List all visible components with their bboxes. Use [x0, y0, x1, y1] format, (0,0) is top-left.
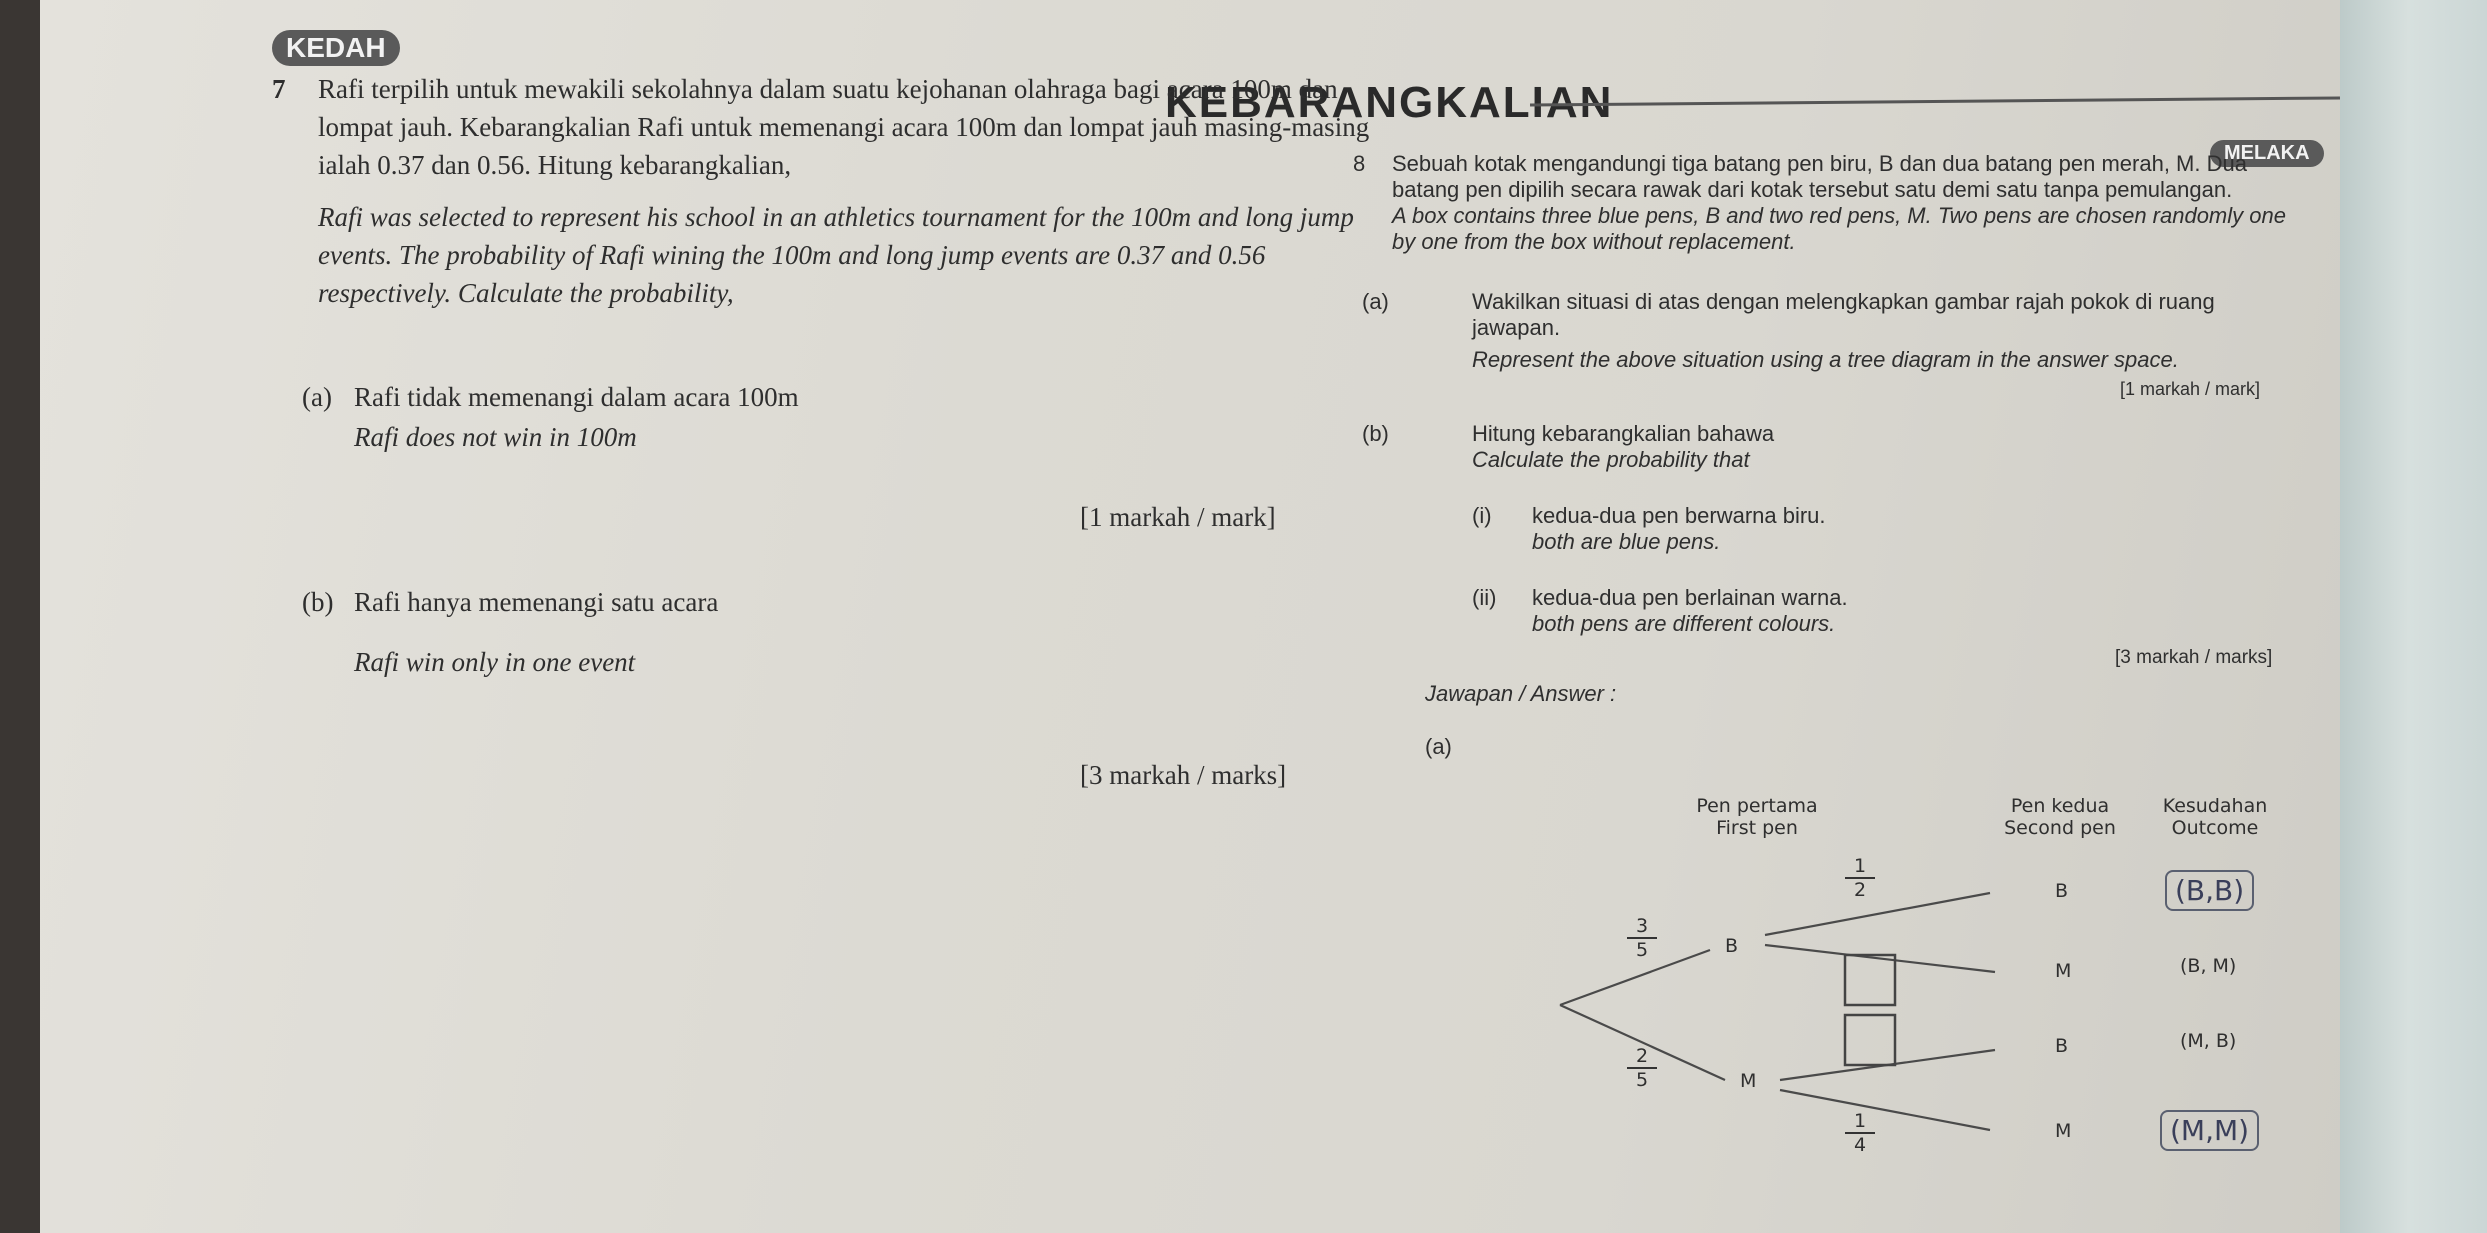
tree-branches	[40, 0, 2340, 1233]
fraction-first-m-num: 2	[1635, 1045, 1649, 1067]
fraction-first-b-num: 3	[1635, 915, 1649, 937]
node-second-3: B	[2055, 1035, 2069, 1057]
node-first-b: B	[1725, 935, 1739, 957]
node-second-1: B	[2055, 880, 2069, 902]
fraction-m-m-num: 1	[1853, 1110, 1867, 1132]
worksheet-page	[40, 0, 2340, 1233]
header-first-en: First pen	[1716, 817, 1798, 839]
q7-intro-ms-2: lompat jauh. Kebarangkalian Rafi untuk memenangi acara 100m dan lompat jauh masing-masing	[318, 112, 1370, 142]
q8-a-label: (a)	[1362, 289, 1389, 314]
q7-b-en: Rafi win only in one event	[354, 647, 636, 677]
q8-number: 8	[1353, 151, 1366, 176]
branch-m-m	[1780, 1090, 1990, 1130]
q7-intro-ms-1: Rafi terpilih untuk mewakili sekolahnya dalam suatu kejohanan olahraga bagi acara 100m dan	[318, 74, 1338, 104]
header-second-ms: Pen kedua	[2010, 795, 2110, 817]
q8-intro-en-1: A box contains three blue pens, B and two red pens, M. Two pens are chosen randomly one	[1392, 203, 2286, 228]
fraction-m-m-den: 4	[1845, 1132, 1875, 1156]
q8-bii-label: (ii)	[1472, 585, 1497, 610]
q8-intro-ms-2: batang pen dipilih secara rawak dari kotak tersebut satu demi satu tanpa pemulangan.	[1392, 177, 2233, 202]
q8-bi-en: both are blue pens.	[1532, 529, 1721, 554]
outcome-4: (M,M)	[2160, 1110, 2259, 1151]
page-title: KEBARANGKALIAN	[1165, 78, 1614, 127]
header-outcome-en: Outcome	[2171, 817, 2259, 839]
background-right	[2330, 0, 2487, 1233]
q7-a-en: Rafi does not win in 100m	[354, 422, 637, 452]
fraction-b-b-den: 2	[1845, 877, 1875, 901]
q7-a-ms: Rafi tidak memenangi dalam acara 100m	[354, 382, 799, 412]
header-outcome-ms: Kesudahan	[2162, 795, 2268, 817]
q8-b-marks: [3 markah / marks]	[2115, 647, 2273, 668]
q7-a-label: (a)	[302, 382, 332, 412]
fraction-first-b-den: 5	[1627, 937, 1657, 961]
q8-intro-en-2: by one from the box without replacement.	[1392, 229, 1796, 254]
outcome-2: (B, M)	[2180, 955, 2237, 977]
q7-intro-en-1: Rafi was selected to represent his school in an athletics tournament for the 100m and long jump	[318, 202, 1354, 232]
q8-a-marks: [1 markah / mark]	[2120, 379, 2261, 399]
fraction-first-m	[1627, 1045, 1657, 1091]
q8-bii-en: both pens are different colours.	[1532, 611, 1836, 636]
branch-b-b	[1765, 893, 1990, 935]
q7-a-marks: [1 markah / mark]	[1080, 502, 1276, 532]
outcome-1: (B,B)	[2165, 870, 2254, 911]
badge-melaka: MELAKA	[2210, 140, 2324, 167]
q7-b-marks: [3 markah / marks]	[1080, 760, 1287, 790]
answer-a-label: (a)	[1425, 734, 1452, 759]
branch-b-m	[1765, 945, 1995, 972]
blank-box-m-b[interactable]	[1845, 1015, 1895, 1065]
q7-b-label: (b)	[302, 587, 334, 617]
q8-intro-ms-1: Sebuah kotak mengandungi tiga batang pen biru, B dan dua batang pen merah, M. Dua	[1392, 151, 2247, 176]
header-second-en: Second pen	[2004, 817, 2116, 839]
badge-kedah: KEDAH	[272, 30, 400, 66]
answer-label: Jawapan / Answer :	[1425, 681, 1617, 706]
q7-b-ms: Rafi hanya memenangi satu acara	[354, 587, 719, 617]
q7-number: 7	[272, 74, 286, 104]
fraction-first-b	[1627, 915, 1657, 961]
q8-a-ms-1: Wakilkan situasi di atas dengan melengkapkan gambar rajah pokok di ruang	[1472, 289, 2215, 314]
header-first-ms: Pen pertama	[1696, 795, 1818, 817]
q8-b-ms: Hitung kebarangkalian bahawa	[1472, 421, 1775, 446]
q7-intro-en-2: events. The probability of Rafi wining the 100m and long jump events are 0.37 and 0.56	[318, 240, 1266, 270]
node-second-2: M	[2055, 960, 2072, 982]
fraction-m-m	[1845, 1110, 1875, 1156]
outcome-3: (M, B)	[2180, 1030, 2237, 1052]
node-second-4: M	[2055, 1120, 2072, 1142]
q8-bi-label: (i)	[1472, 503, 1492, 528]
node-first-m: M	[1740, 1070, 1757, 1092]
fraction-b-b	[1845, 855, 1875, 901]
q8-bi-ms: kedua-dua pen berwarna biru.	[1532, 503, 1826, 528]
q7-intro-en-3: respectively. Calculate the probability,	[318, 278, 734, 308]
q7-intro-ms-3: ialah 0.37 dan 0.56. Hitung kebarangkalian,	[318, 150, 792, 180]
q8-b-label: (b)	[1362, 421, 1389, 446]
q8-a-en: Represent the above situation using a tree diagram in the answer space.	[1472, 347, 2179, 372]
q8-bii-ms: kedua-dua pen berlainan warna.	[1532, 585, 1848, 610]
fraction-first-m-den: 5	[1627, 1067, 1657, 1091]
blank-box-b-m[interactable]	[1845, 955, 1895, 1005]
q8-a-ms-2: jawapan.	[1472, 315, 1561, 340]
q8-b-en: Calculate the probability that	[1472, 447, 1750, 472]
fraction-b-b-num: 1	[1853, 855, 1867, 877]
